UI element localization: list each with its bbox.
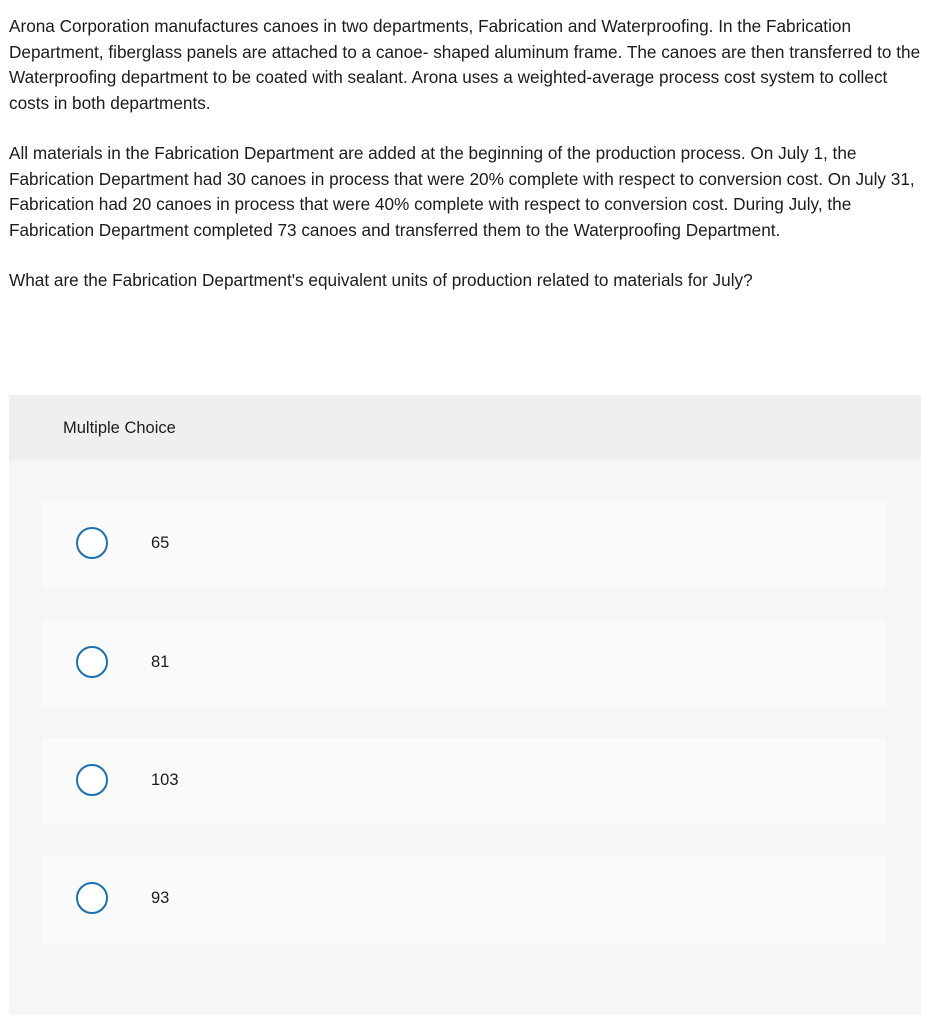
radio-button[interactable] — [76, 882, 108, 914]
question-prompt: What are the Fabrication Department's equivalent units of production related to materials for July? — [9, 270, 753, 290]
multiple-choice-header — [9, 395, 921, 461]
answer-option[interactable] — [42, 501, 886, 588]
radio-button[interactable] — [76, 764, 108, 796]
radio-button[interactable] — [76, 527, 108, 559]
answer-option-label: 65 — [151, 534, 170, 552]
answer-option-label: 103 — [151, 771, 179, 789]
answer-option[interactable] — [42, 738, 886, 825]
answer-option[interactable] — [42, 620, 886, 707]
question-text — [9, 14, 929, 294]
question-paragraph: Arona Corporation manufactures canoes in two departments, Fabrication and Waterproofing. In the Fabrication Department, fiberglass panels are attached to a canoe- shaped aluminum frame. The canoes are then transferred to the Waterproofing department to be coated with sealant. Arona uses a weighted-average process cost system to collect costs in both departments. — [9, 16, 921, 113]
answer-option-label: 81 — [151, 653, 170, 671]
answer-option[interactable] — [42, 856, 886, 943]
multiple-choice-panel — [9, 395, 921, 1015]
answer-option-label: 93 — [151, 889, 170, 907]
question-paragraph: All materials in the Fabrication Department are added at the beginning of the production process. On July 1, the Fabrication Department had 30 canoes in process that were 20% complete with respect to conversion cost. On July 31, Fabrication had 20 canoes in process that were 40% complete with respect to conversion cost. During July, the Fabrication Department completed 73 canoes and transferred them to the Waterproofing Department. — [9, 143, 915, 240]
multiple-choice-title: Multiple Choice — [63, 419, 176, 437]
options-list — [9, 461, 921, 1015]
radio-button[interactable] — [76, 646, 108, 678]
